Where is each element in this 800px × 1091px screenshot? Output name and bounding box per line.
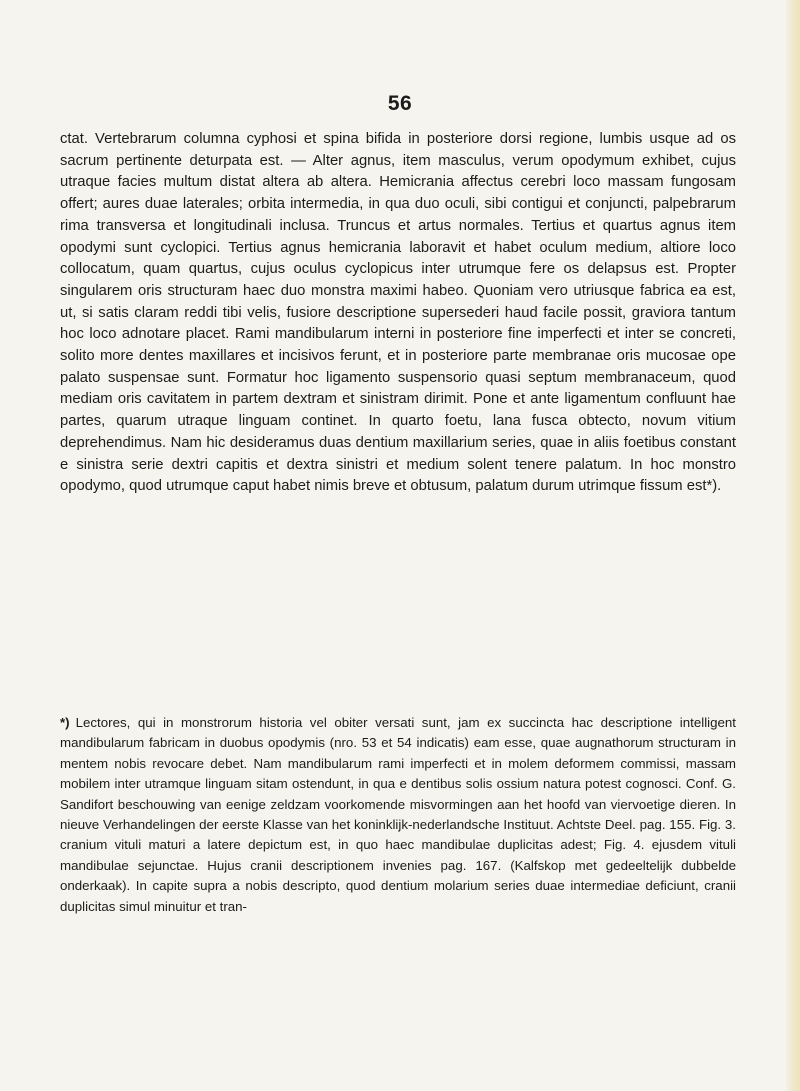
footnote <box>60 713 736 917</box>
footnote-marker: *) <box>60 715 70 730</box>
footnote-text: Lectores, qui in monstrorum historia vel obiter versati sunt, jam ex succincta hac descriptione intelligent mandibularum fabricam in duobus opodymis (nro. 53 et 54 indicatis) eam esse, quae augnathorum structuram in mentem nobis revocare debet. Nam mandibularum rami imperfecti et in molem deformem commissi, massam mobilem inter utramque linguam sitam ostendunt, in qua e dentibus solis ossium natura potest cognosci. Conf. G. Sandifort beschouwing van eenige zeldzam voorkomende misvormingen aan het hoofd van viervoetige dieren. In nieuve Verhandelingen der eerste Klasse van het koninklijk-nederlandsche Instituut. Achtste Deel. pag. 155. Fig. 3. cranium vituli maturi a latere depictum est, in quo haec mandibulae duplicitas adest; Fig. 4. ejusdem vituli mandibulae sejunctae. Hujus cranii descriptionem invenies pag. 167. (Kalfskop met gedeeltelijk dubbelde onderkaak). In capite supra a nobis descripto, quod dentium molarium series duae intermediae deficiunt, cranii duplicitas simul minuitur et tran- <box>60 715 736 914</box>
page-number: 56 <box>387 92 413 115</box>
page-edge <box>786 0 800 1091</box>
main-paragraph: ctat. Vertebrarum columna cyphosi et spina bifida in posteriore dorsi regione, lumbis usque ad os sacrum pertinente deturpata est. — Alter agnus, item masculus, verum opodymum exhibet, cujus utraque facies multum distat altera ab altera. Hemicrania affectus cerebri loco massam fungosam offert; aures duae laterales; orbita intermedia, in qua duo oculi, sibi contigui et conjuncti, palpebrarum rima transversa et longitudinali inclusa. Truncus et artus normales. Tertius et quartus agnus item opodymi sunt cyclopici. Tertius agnus hemicrania laboravit et habet oculum medium, altiore loco collocatum, quam quartus, cujus oculus cyclopicus inter utrumque fere os delapsus est. Propter singularem oris structuram haec duo monstra maximi habeo. Quoniam vero utriusque fabrica ea est, ut, si satis claram reddi tibi velis, fusiore descriptione supersederi haud facile possit, graviora tantum hoc loco adnotare placet. Rami mandibularum interni in posteriore fine imperfecti et inter se concreti, solito more dentes maxillares et incisivos ferunt, et in posteriore parte membranae oris mucosae ope palato suspensae sunt. Formatur hoc ligamento suspensorio quasi septum membranaceum, quod mediam oris cavitatem in partem dextram et sinistram dirimit. Pone et ante ligamentum confluunt hae partes, quarum utraque linguam continet. In quarto foetu, lana fusca obtecto, novum vitium deprehendimus. Nam hic desideramus duas dentium maxillarium series, quae in aliis foetibus constant e sinistra serie dextri capitis et dextra sinistri et medium solent tenere palatum. In hoc monstro opodymo, quod utrumque caput habet nimis breve et obtusum, palatum durum utrimque fissum est*). <box>60 131 736 495</box>
